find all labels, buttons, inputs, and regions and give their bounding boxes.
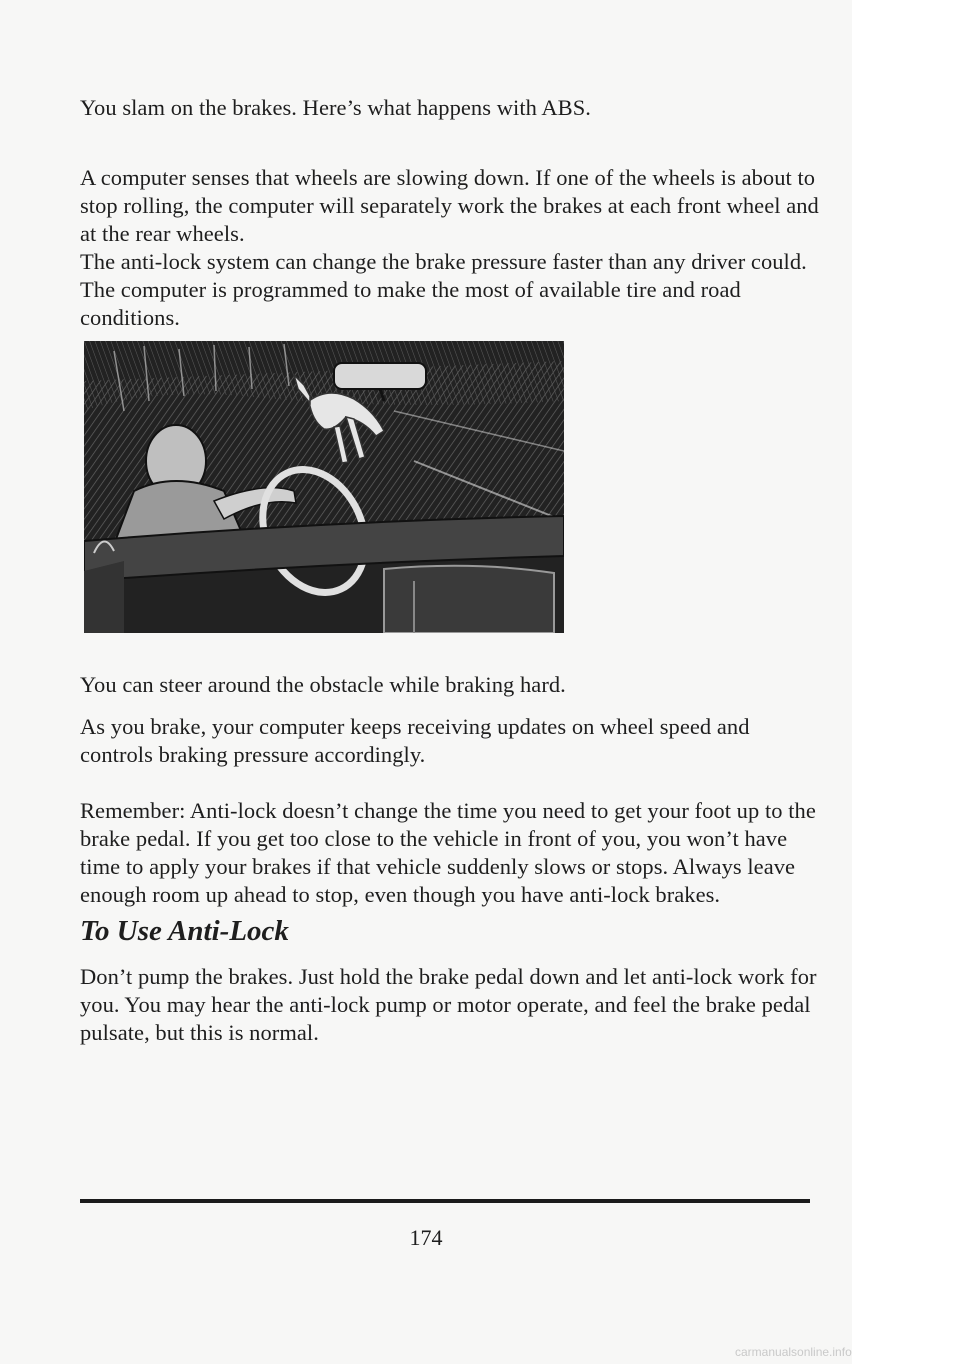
paragraph-anti-lock-system: The anti-lock system can change the brake pressure faster than any driver could. The computer is programmed to make the most of available tire and road conditions. (80, 249, 807, 330)
driver-braking-illustration (84, 341, 564, 633)
watermark-text: carmanualsonline.info (735, 1345, 852, 1359)
paragraph-computer-updates: As you brake, your computer keeps receiving updates on wheel speed and controls braking pressure accordingly. (80, 714, 750, 767)
paragraph-computer-senses: A computer senses that wheels are slowing down. If one of the wheels is about to stop rolling, the computer will separately work the brakes at each front wheel and at the rear wheels. (80, 165, 819, 246)
paragraph-steer-around: You can steer around the obstacle while braking hard. (80, 672, 566, 697)
page-number: 174 (409, 1225, 443, 1250)
paragraph-dont-pump: Don’t pump the brakes. Just hold the brake pedal down and let anti-lock work for you. You may hear the anti-lock pump or motor operate, and feel the brake pedal pulsate, but this is normal. (80, 964, 817, 1045)
paragraph-abs-intro: You slam on the brakes. Here’s what happens with ABS. (80, 95, 591, 120)
footer-rule (80, 1199, 810, 1203)
section-heading-to-use-anti-lock: To Use Anti-Lock (80, 915, 289, 947)
paragraph-remember: Remember: Anti-lock doesn’t change the time you need to get your foot up to the brake pedal. If you get too close to the vehicle in front of you, you won’t have time to apply your brakes if that vehicle suddenly slows or stops. Always leave enough room up ahead to stop, even though you have anti-lock brakes. (80, 798, 816, 907)
windshield-deer-drawing (84, 341, 564, 633)
